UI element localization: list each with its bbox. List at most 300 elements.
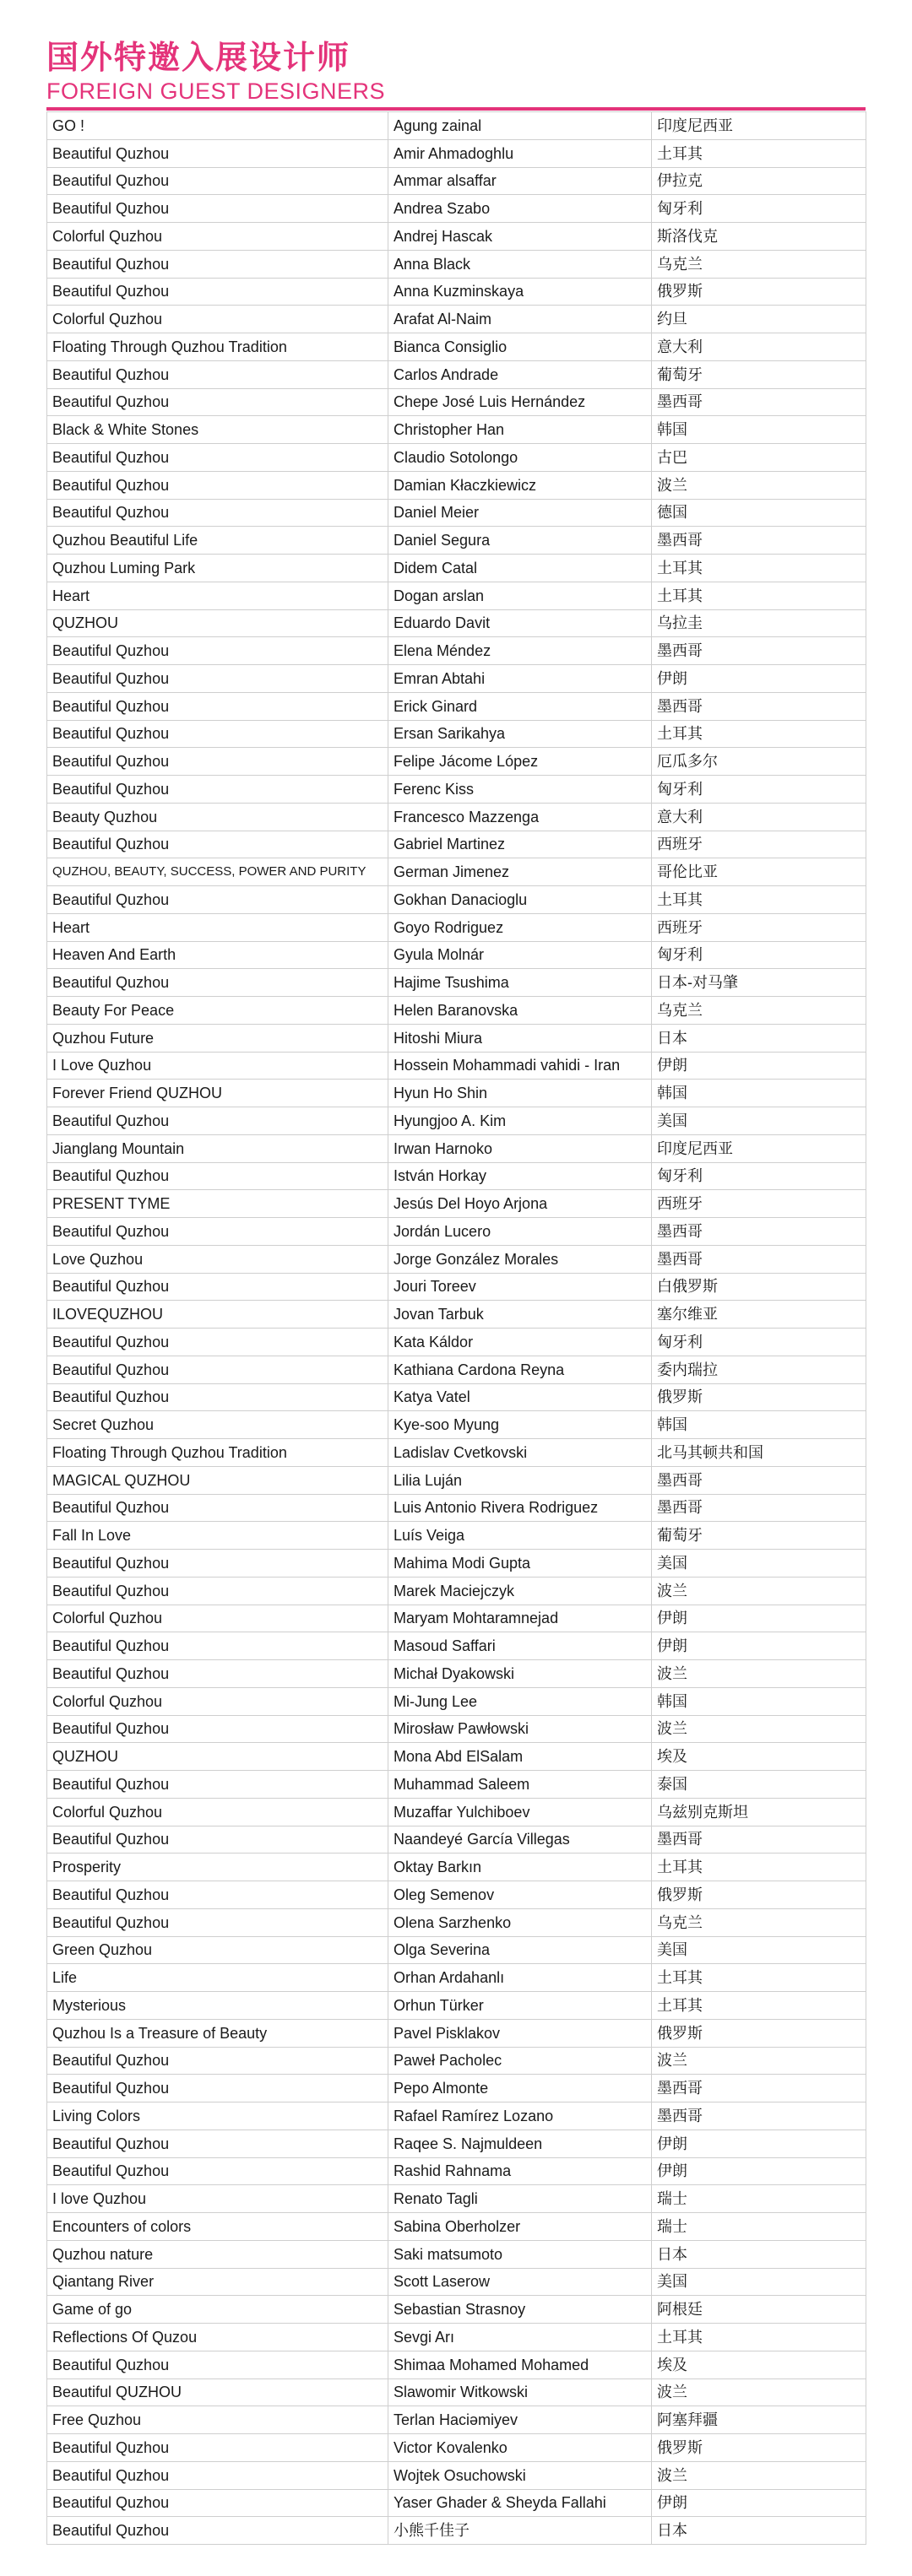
table-row [47,1632,866,1660]
designer-name-cell: Helen Baranovska [388,997,652,1025]
country-cell: 美国 [652,1107,866,1135]
country-cell: 泰国 [652,1771,866,1799]
work-title-cell: Beautiful Quzhou [47,499,388,527]
work-title-cell: Jianglang Mountain [47,1134,388,1162]
table-row [47,1134,866,1162]
designer-name-cell: Carlos Andrade [388,360,652,388]
work-title-cell: Quzhou Is a Treasure of Beauty [47,2019,388,2047]
country-cell: 伊朗 [652,1052,866,1080]
country-cell: 土耳其 [652,720,866,748]
designer-name-cell: Ladislav Cvetkovski [388,1439,652,1467]
designer-name-cell: Shimaa Mohamed Mohamed [388,2351,652,2378]
country-cell: 土耳其 [652,555,866,582]
table-row [47,776,866,804]
designer-name-cell: Hyungjoo A. Kim [388,1107,652,1135]
designers-table [46,111,866,2545]
work-title-cell: Beautiful Quzhou [47,1660,388,1688]
designer-name-cell: Hossein Mohammadi vahidi - Iran [388,1052,652,1080]
designer-name-cell: Eduardo Davit [388,609,652,637]
table-row [47,1715,866,1743]
work-title-cell: I Love Quzhou [47,1052,388,1080]
country-cell: 土耳其 [652,1964,866,1992]
work-title-cell: ILOVEQUZHOU [47,1301,388,1329]
designer-name-cell: Chepe José Luis Hernández [388,388,652,416]
designer-name-cell: Saki matsumoto [388,2240,652,2268]
work-title-cell: Beautiful Quzhou [47,195,388,223]
work-title-cell: Beautiful Quzhou [47,886,388,914]
country-cell: 日本 [652,1024,866,1052]
country-cell: 匈牙利 [652,941,866,969]
table-row [47,2102,866,2130]
designer-name-cell: Damian Kłaczkiewicz [388,471,652,499]
designer-name-cell: Masoud Saffari [388,1632,652,1660]
work-title-cell: Beautiful Quzhou [47,831,388,858]
table-row [47,1522,866,1550]
work-title-cell: Encounters of colors [47,2213,388,2241]
designer-name-cell: Arafat Al-Naim [388,306,652,333]
country-cell: 匈牙利 [652,1329,866,1356]
work-title-cell: Secret Quzhou [47,1411,388,1439]
work-title-cell: Qiantang River [47,2268,388,2296]
work-title-cell: PRESENT TYME [47,1190,388,1218]
table-row [47,748,866,776]
table-row [47,2075,866,2102]
designer-name-cell: Muhammad Saleem [388,1771,652,1799]
country-cell: 日本 [652,2240,866,2268]
table-row [47,1908,866,1936]
table-row [47,388,866,416]
work-title-cell: Colorful Quzhou [47,1798,388,1826]
designer-name-cell: Didem Catal [388,555,652,582]
table-row [47,997,866,1025]
country-cell: 乌克兰 [652,997,866,1025]
country-cell: 伊朗 [652,1632,866,1660]
table-row [47,278,866,306]
designer-name-cell: Pepo Almonte [388,2075,652,2102]
table-row [47,112,866,140]
work-title-cell: Beautiful Quzhou [47,388,388,416]
work-title-cell: Beautiful Quzhou [47,2351,388,2378]
work-title-cell: Beautiful Quzhou [47,692,388,720]
designer-name-cell: Victor Kovalenko [388,2434,652,2462]
designer-name-cell: Agung zainal [388,112,652,140]
work-title-cell: Beautiful Quzhou [47,1494,388,1522]
work-title-cell: Beautiful Quzhou [47,748,388,776]
country-cell: 西班牙 [652,1190,866,1218]
work-title-cell: MAGICAL QUZHOU [47,1466,388,1494]
designer-name-cell: Andrej Hascak [388,223,652,251]
designer-name-cell: Olena Sarzhenko [388,1908,652,1936]
table-row [47,333,866,361]
designer-name-cell: Luís Veiga [388,1522,652,1550]
work-title-cell: Game of go [47,2296,388,2324]
table-row [47,2378,866,2406]
table-row [47,1466,866,1494]
designer-name-cell: 小熊千佳子 [388,2517,652,2545]
table-row [47,223,866,251]
designer-name-cell: Luis Antonio Rivera Rodriguez [388,1494,652,1522]
designer-name-cell: Katya Vatel [388,1383,652,1411]
country-cell: 波兰 [652,2378,866,2406]
work-title-cell: Beautiful Quzhou [47,167,388,195]
work-title-cell: Beautiful Quzhou [47,139,388,167]
table-row [47,527,866,555]
designer-name-cell: Gokhan Danacioglu [388,886,652,914]
designer-name-cell: German Jimenez [388,858,652,886]
table-row [47,720,866,748]
designer-name-cell: Renato Tagli [388,2185,652,2213]
country-cell: 日本-对马肇 [652,969,866,997]
designer-name-cell: Ammar alsaffar [388,167,652,195]
table-row [47,1881,866,1909]
country-cell: 约旦 [652,306,866,333]
work-title-cell: Green Quzhou [47,1936,388,1964]
work-title-cell: Floating Through Quzhou Tradition [47,1439,388,1467]
country-cell: 墨西哥 [652,1494,866,1522]
table-row [47,1245,866,1273]
country-cell: 北马其顿共和国 [652,1439,866,1467]
work-title-cell: Beautiful Quzhou [47,2157,388,2185]
work-title-cell: Black & White Stones [47,416,388,444]
table-row [47,803,866,831]
table-row [47,1080,866,1107]
designer-name-cell: István Horkay [388,1162,652,1190]
country-cell: 阿塞拜疆 [652,2406,866,2434]
designer-name-cell: Bianca Consiglio [388,333,652,361]
table-row [47,582,866,609]
country-cell: 阿根廷 [652,2296,866,2324]
designer-name-cell: Olga Severina [388,1936,652,1964]
work-title-cell: Heart [47,913,388,941]
work-title-cell: Beautiful Quzhou [47,776,388,804]
work-title-cell: Beautiful Quzhou [47,1577,388,1605]
work-title-cell: Beautiful Quzhou [47,1273,388,1301]
country-cell: 伊朗 [652,1605,866,1632]
designer-name-cell: Mi-Jung Lee [388,1687,652,1715]
designer-name-cell: Emran Abtahi [388,665,652,693]
designer-name-cell: Jorge González Morales [388,1245,652,1273]
table-row [47,2047,866,2075]
table-row [47,2213,866,2241]
work-title-cell: Beautiful Quzhou [47,1881,388,1909]
work-title-cell: Beautiful Quzhou [47,444,388,472]
table-row [47,2489,866,2517]
designer-name-cell: Rashid Rahnama [388,2157,652,2185]
work-title-cell: Beauty Quzhou [47,803,388,831]
country-cell: 土耳其 [652,886,866,914]
table-row [47,886,866,914]
designer-name-cell: Mirosław Pawłowski [388,1715,652,1743]
work-title-cell: Beautiful Quzhou [47,665,388,693]
work-title-cell: Beautiful Quzhou [47,360,388,388]
designer-name-cell: Amir Ahmadoghlu [388,139,652,167]
country-cell: 葡萄牙 [652,360,866,388]
work-title-cell: I love Quzhou [47,2185,388,2213]
work-title-cell: Beautiful Quzhou [47,1383,388,1411]
table-row [47,444,866,472]
country-cell: 俄罗斯 [652,278,866,306]
country-cell: 葡萄牙 [652,1522,866,1550]
country-cell: 委内瑞拉 [652,1356,866,1383]
table-row [47,1411,866,1439]
table-row [47,2324,866,2351]
designer-name-cell: Mona Abd ElSalam [388,1743,652,1771]
work-title-cell: Free Quzhou [47,2406,388,2434]
work-title-cell: Beautiful QUZHOU [47,2378,388,2406]
country-cell: 西班牙 [652,913,866,941]
country-cell: 伊朗 [652,2489,866,2517]
table-row [47,858,866,886]
designer-name-cell: Anna Black [388,250,652,278]
work-title-cell: Mysterious [47,1992,388,2020]
designer-name-cell: Elena Méndez [388,637,652,665]
country-cell: 德国 [652,499,866,527]
table-row [47,1964,866,1992]
work-title-cell: Quzhou Future [47,1024,388,1052]
table-row [47,499,866,527]
table-row [47,1218,866,1246]
country-cell: 埃及 [652,2351,866,2378]
designer-name-cell: Sevgi Arı [388,2324,652,2351]
work-title-cell: Beautiful Quzhou [47,250,388,278]
designer-name-cell: Andrea Szabo [388,195,652,223]
work-title-cell: Beautiful Quzhou [47,1826,388,1854]
table-row [47,471,866,499]
country-cell: 韩国 [652,1411,866,1439]
country-cell: 墨西哥 [652,1826,866,1854]
table-row [47,1605,866,1632]
work-title-cell: Floating Through Quzhou Tradition [47,333,388,361]
country-cell: 哥伦比亚 [652,858,866,886]
table-row [47,195,866,223]
designer-name-cell: Dogan arslan [388,582,652,609]
country-cell: 美国 [652,1936,866,1964]
country-cell: 土耳其 [652,1854,866,1881]
table-row [47,306,866,333]
country-cell: 伊朗 [652,665,866,693]
work-title-cell: Love Quzhou [47,1245,388,1273]
work-title-cell: Beautiful Quzhou [47,1771,388,1799]
designer-name-cell: Jouri Toreev [388,1273,652,1301]
designer-name-cell: Irwan Harnoko [388,1134,652,1162]
work-title-cell: Beautiful Quzhou [47,2047,388,2075]
table-row [47,2268,866,2296]
country-cell: 墨西哥 [652,637,866,665]
country-cell: 俄罗斯 [652,1383,866,1411]
table-row [47,665,866,693]
work-title-cell: Beautiful Quzhou [47,1632,388,1660]
designer-name-cell: Ersan Sarikahya [388,720,652,748]
designer-name-cell: Michał Dyakowski [388,1660,652,1688]
designer-name-cell: Sabina Oberholzer [388,2213,652,2241]
page-title-en: FOREIGN GUEST DESIGNERS [46,78,386,104]
designer-name-cell: Goyo Rodriguez [388,913,652,941]
work-title-cell: Heaven And Earth [47,941,388,969]
table-row [47,1107,866,1135]
table-row [47,2157,866,2185]
country-cell: 塞尔维亚 [652,1301,866,1329]
table-row [47,1992,866,2020]
country-cell: 俄罗斯 [652,1881,866,1909]
country-cell: 墨西哥 [652,1466,866,1494]
designer-name-cell: Lilia Luján [388,1466,652,1494]
country-cell: 西班牙 [652,831,866,858]
table-row [47,1190,866,1218]
designer-name-cell: Terlan Haciəmiyev [388,2406,652,2434]
designer-name-cell: Mahima Modi Gupta [388,1550,652,1578]
designer-name-cell: Maryam Mohtaramnejad [388,1605,652,1632]
table-row [47,1356,866,1383]
country-cell: 土耳其 [652,2324,866,2351]
work-title-cell: Quzhou Beautiful Life [47,527,388,555]
table-row [47,1052,866,1080]
designer-name-cell: Ferenc Kiss [388,776,652,804]
work-title-cell: Prosperity [47,1854,388,1881]
work-title-cell: Beautiful Quzhou [47,1908,388,1936]
designer-name-cell: Gabriel Martinez [388,831,652,858]
work-title-cell: Beautiful Quzhou [47,278,388,306]
designer-name-cell: Raqee S. Najmuldeen [388,2130,652,2157]
work-title-cell: Beautiful Quzhou [47,637,388,665]
work-title-cell: Living Colors [47,2102,388,2130]
country-cell: 波兰 [652,1577,866,1605]
work-title-cell: Colorful Quzhou [47,223,388,251]
work-title-cell: Beautiful Quzhou [47,1329,388,1356]
country-cell: 日本 [652,2517,866,2545]
country-cell: 波兰 [652,2047,866,2075]
designer-name-cell: Muzaffar Yulchiboev [388,1798,652,1826]
work-title-cell: Beautiful Quzhou [47,1218,388,1246]
table-row [47,416,866,444]
table-row [47,913,866,941]
country-cell: 瑞士 [652,2185,866,2213]
table-row [47,167,866,195]
country-cell: 波兰 [652,1715,866,1743]
table-row [47,1743,866,1771]
country-cell: 伊朗 [652,2130,866,2157]
designer-name-cell: Kye-soo Myung [388,1411,652,1439]
table-row [47,1577,866,1605]
country-cell: 瑞士 [652,2213,866,2241]
designer-name-cell: Erick Ginard [388,692,652,720]
table-row [47,692,866,720]
designer-name-cell: Sebastian Strasnoy [388,2296,652,2324]
table-row [47,1854,866,1881]
designer-name-cell: Felipe Jácome López [388,748,652,776]
designer-name-cell: Anna Kuzminskaya [388,278,652,306]
table-row [47,1494,866,1522]
table-row [47,1798,866,1826]
work-title-cell: QUZHOU [47,1743,388,1771]
work-title-cell: Beautiful Quzhou [47,1715,388,1743]
table-row [47,2434,866,2462]
designer-name-cell: Rafael Ramírez Lozano [388,2102,652,2130]
designer-name-cell: Pavel Pisklakov [388,2019,652,2047]
designer-name-cell: Francesco Mazzenga [388,803,652,831]
country-cell: 墨西哥 [652,1245,866,1273]
work-title-cell: Beautiful Quzhou [47,1107,388,1135]
country-cell: 土耳其 [652,139,866,167]
designer-name-cell: Naandeyé García Villegas [388,1826,652,1854]
table-row [47,2517,866,2545]
country-cell: 墨西哥 [652,388,866,416]
designer-name-cell: Oleg Semenov [388,1881,652,1909]
table-row [47,1383,866,1411]
work-title-cell: Beautiful Quzhou [47,2517,388,2545]
country-cell: 印度尼西亚 [652,1134,866,1162]
table-row [47,969,866,997]
country-cell: 墨西哥 [652,692,866,720]
country-cell: 土耳其 [652,1992,866,2020]
table-row [47,2296,866,2324]
work-title-cell: Beautiful Quzhou [47,1550,388,1578]
country-cell: 俄罗斯 [652,2019,866,2047]
table-row [47,831,866,858]
country-cell: 俄罗斯 [652,2434,866,2462]
table-row [47,1273,866,1301]
table-row [47,1550,866,1578]
table-row [47,1439,866,1467]
table-row [47,2019,866,2047]
table-row [47,1329,866,1356]
work-title-cell: Fall In Love [47,1522,388,1550]
work-title-cell: Beautiful Quzhou [47,2130,388,2157]
table-row [47,2185,866,2213]
country-cell: 匈牙利 [652,195,866,223]
table-row [47,555,866,582]
work-title-cell: Colorful Quzhou [47,1687,388,1715]
country-cell: 埃及 [652,1743,866,1771]
designer-name-cell: Slawomir Witkowski [388,2378,652,2406]
country-cell: 墨西哥 [652,2102,866,2130]
country-cell: 美国 [652,2268,866,2296]
table-row [47,360,866,388]
country-cell: 乌拉圭 [652,609,866,637]
country-cell: 墨西哥 [652,527,866,555]
country-cell: 古巴 [652,444,866,472]
page-title-cn: 国外特邀入展设计师 [46,39,351,76]
header [46,37,866,105]
designer-name-cell: Hitoshi Miura [388,1024,652,1052]
table-row [47,1771,866,1799]
country-cell: 韩国 [652,1687,866,1715]
table-row [47,2406,866,2434]
designer-name-cell: Kathiana Cardona Reyna [388,1356,652,1383]
country-cell: 波兰 [652,1660,866,1688]
table-row [47,637,866,665]
table-row [47,1687,866,1715]
work-title-cell: Beautiful Quzhou [47,720,388,748]
table-row [47,2461,866,2489]
table-row [47,609,866,637]
designer-name-cell: Hajime Tsushima [388,969,652,997]
table-row [47,250,866,278]
designer-name-cell: Scott Laserow [388,2268,652,2296]
work-title-cell: Beautiful Quzhou [47,969,388,997]
work-title-cell: Quzhou Luming Park [47,555,388,582]
country-cell: 乌兹别克斯坦 [652,1798,866,1826]
country-cell: 乌克兰 [652,1908,866,1936]
country-cell: 乌克兰 [652,250,866,278]
country-cell: 墨西哥 [652,2075,866,2102]
work-title-cell: Heart [47,582,388,609]
designer-name-cell: Daniel Segura [388,527,652,555]
table-row [47,1660,866,1688]
work-title-cell: GO ! [47,112,388,140]
designer-name-cell: Hyun Ho Shin [388,1080,652,1107]
table-row [47,941,866,969]
designer-name-cell: Paweł Pacholec [388,2047,652,2075]
